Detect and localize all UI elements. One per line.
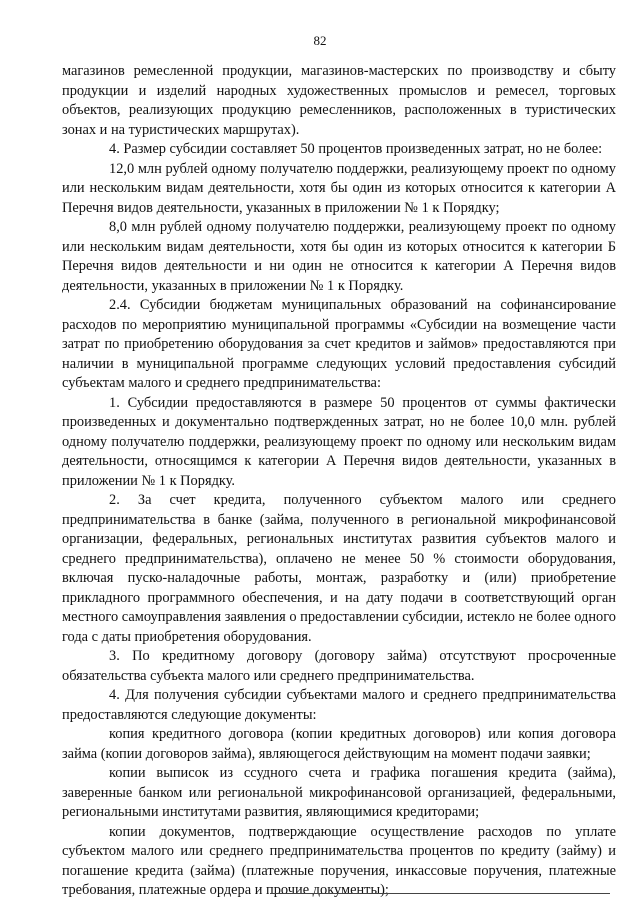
paragraph-shop-types: магазинов ремесленной продукции, магазинов-мастерских по производству и сбыту продукции и изделий народных художественных промыслов и ремесел, торговых объектов, реализующих продукцию ремесленников, расположенных в туристических зонах и на туристических маршрутах). — [62, 63, 616, 138]
document-body — [62, 62, 616, 901]
bottom-rule — [270, 893, 610, 894]
paragraph-condition-2: 2. За счет кредита, полученного субъектом малого или среднего предпринимательства в банке (займа, полученного в региональной микрофинансовой организации, федеральных, региональных институтах развития субъектов малого и среднего предпринимательства), оплачено не менее 50 % стоимости оборудования, включая пуско-наладочные работы, монтаж, разработку и (или) приобретение прикладного программного обеспечения, и на дату подачи в соответствующий орган местного самоуправления заявления о предоставлении субсидии, истекло не более одного года с даты приобретения оборудования. — [62, 492, 616, 645]
paragraph-doc-payment-proof: копии документов, подтверждающие осуществление расходов по уплате субъектом малого или среднего предпринимательства процентов по кредиту (займу) и погашение кредита (займа) (платежные поручения, инкассовые поручения, платежные требования, платежные ордера и прочие документы); — [62, 823, 616, 898]
page-number: 82 — [313, 33, 327, 48]
paragraph-category-b-limit: 8,0 млн рублей одному получателю поддержки, реализующему проект по одному или нескольким видам деятельности, хотя бы один из которых относится к категории Б Перечня видов деятельности и ни один не относится к категории А Перечня видов деятельности, указанных в приложении № 1 к Порядку. — [62, 219, 616, 294]
paragraph-doc-account-statements: копии выписок из ссудного счета и графика погашения кредита (займа), заверенные банком или региональной микрофинансовой организацией, федеральными, региональными институтами развития, являющимися кредиторами; — [62, 765, 616, 820]
paragraph-subsidy-size: 4. Размер субсидии составляет 50 процентов произведенных затрат, но не более: — [109, 141, 603, 157]
paragraph-condition-4: 4. Для получения субсидии субъектами малого и среднего предпринимательства предоставляются следующие документы: — [62, 687, 616, 723]
paragraph-condition-1: 1. Субсидии предоставляются в размере 50 процентов от суммы фактически произведенных и документально подтвержденных затрат, но не более 10,0 млн. рублей одному получателю поддержки, реализующему проект по одному или нескольким видам деятельности, относящимся к категории А Перечня видов деятельности, указанных в приложении № 1 к Порядку. — [62, 394, 616, 489]
paragraph-section-2-4: 2.4. Субсидии бюджетам муниципальных образований на софинансирование расходов по мероприятию муниципальной программы «Субсидии на возмещение части затрат по приобретению оборудования за счет кредитов и займов» предоставляются при наличии в муниципальной программе следующих условий предоставления субсидий субъектам малого и среднего предпринимательства: — [62, 297, 616, 391]
paragraph-category-a-limit: 12,0 млн рублей одному получателю поддержки, реализующему проект по одному или нескольким видам деятельности, хотя бы один из которых относится к категории А Перечня видов деятельности, указанных в приложении № 1 к Порядку; — [62, 160, 616, 216]
paragraph-condition-3: 3. По кредитному договору (договору займа) отсутствуют просроченные обязательства субъекта малого или среднего предпринимательства. — [62, 648, 616, 684]
paragraph-doc-loan-agreement: копия кредитного договора (копии кредитных договоров) или копия договора займа (копии договоров займа), являющегося действующим на момент подачи заявки; — [62, 726, 616, 762]
